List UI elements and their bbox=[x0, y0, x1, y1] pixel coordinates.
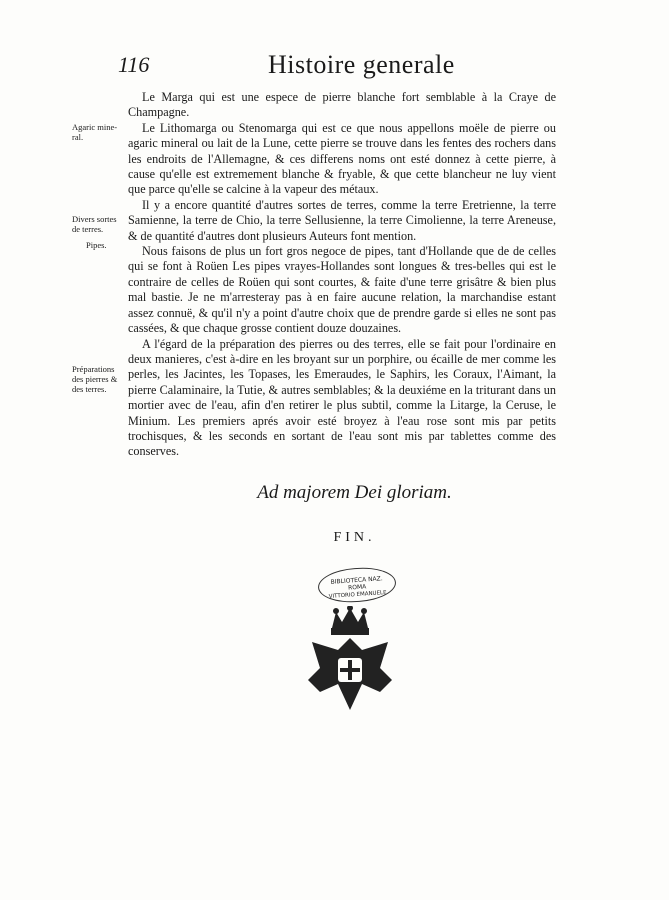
running-title: Histoire generale bbox=[268, 50, 455, 79]
closing-motto: Ad majorem Dei gloriam. bbox=[257, 482, 452, 503]
paragraph-preparation: A l'égard de la préparation des pierres ou des terres, elle se fait pour l'ordinaire en deux manieres, c'est à-dire en les broyant sur un porphire, ou écaille de mer comme les perles, les Jacintes, les Topases, les Emeraudes, le Saphirs, les Coraux, l'Aimant, la pierre Calaminaire, la Tutie, & autres semblables; & la deuxiéme en la triturant dans un mortier avec de l'eau, afin d'en retirer le plus subtil, comme la Litarge, la Ceruse, le Minium. Les premiers aprés avoir esté broyez à l'eau rose sont mis par petits trochisques, & les seconds en sortant de l'eau sont mis par tablettes comme des conserves. bbox=[128, 336, 556, 459]
page-header bbox=[118, 50, 558, 82]
library-stamp-lettering bbox=[319, 569, 395, 600]
paragraph-terres: Il y a encore quantité d'autres sortes de terres, comme la terre Eretrienne, la terre Samienne, la terre de Chio, la terre Sellusienne, la terre Cimolienne, la terre Areneuse, & de quantité d'autres dont plusieurs Auteurs font mention. bbox=[128, 197, 556, 243]
margin-note-preparations: Préparations des pierres & des terres. bbox=[72, 364, 118, 394]
library-stamp bbox=[317, 565, 397, 604]
svg-text:BIBLIOTECA NAZ.: BIBLIOTECA NAZ. bbox=[330, 575, 383, 586]
svg-text:VITTORIO EMANUELE: VITTORIO EMANUELE bbox=[328, 589, 387, 600]
margin-note-pipes: Pipes. bbox=[86, 240, 107, 250]
svg-text:ROMA: ROMA bbox=[347, 583, 367, 592]
margin-note-agaric: Agaric mine-ral. bbox=[72, 122, 118, 142]
page-number: 116 bbox=[118, 52, 150, 77]
body-text bbox=[128, 90, 556, 460]
crowned-cross-emblem bbox=[300, 606, 400, 712]
margin-note-terres: Divers sortes de terres. bbox=[72, 214, 117, 234]
paragraph-pipes: Nous faisons de plus un fort gros negoce de pipes, tant d'Hollande que de de celles qui se font à Roüen Les pipes vrayes-Hollandes sont longues & tres-belles qui est le contraire de celles de Roüen qui sont courtes, & faite d'une terre grisâtre & bien plus mal bastie. Je ne m'arresteray pas à en faire aucune relation, la marchandise estant assez connuë, & qu'il n'y a point d'autre choix que de prendre garde si elles ne sont pas cassées, & que chaque grosse contient douze douzaines. bbox=[128, 244, 556, 336]
paragraph-lithomarga: Le Lithomarga ou Stenomarga qui est ce que nous appellons moële de pierre ou agaric mineral ou lait de la Lune, cette pierre se trouve dans les fentes des rochers dans les endroits de l'Allemagne, & ces differens noms ont esté donnez à cette pierre, à cause qu'elle est extremement blanche & fryable, & que cette blancheur ne luy vient que parce qu'elle se calcine à la vapeur des métaux. bbox=[128, 120, 556, 197]
paragraph-marga: Le Marga qui est une espece de pierre blanche fort semblable à la Craye de Champagne. bbox=[128, 90, 556, 120]
fin-mark: FIN. bbox=[333, 530, 376, 545]
